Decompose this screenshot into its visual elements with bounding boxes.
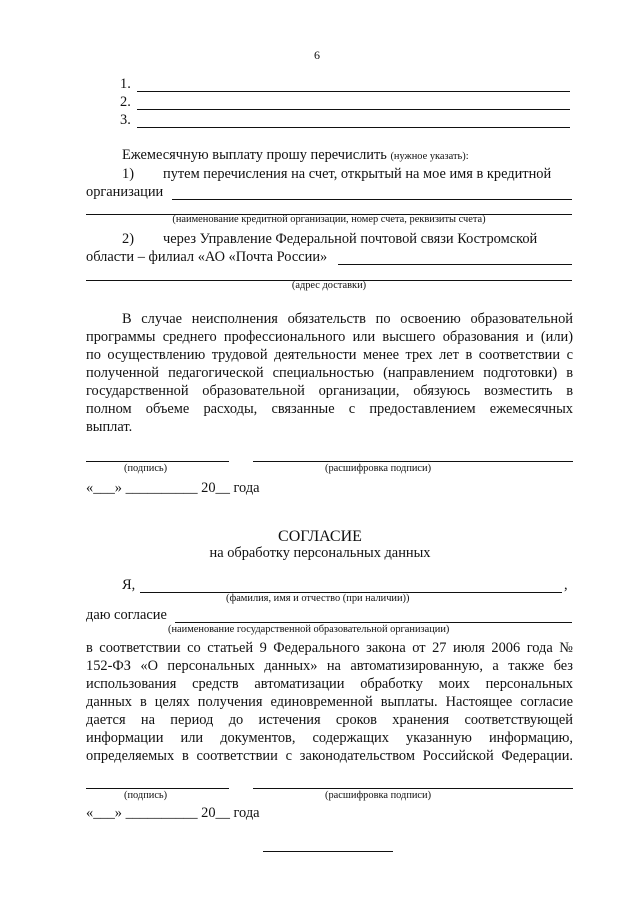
consent-title: СОГЛАСИЕ [278, 528, 362, 545]
consent-body-line-7: определяемых в соответствии с законодательством Российской Федерации. [86, 748, 573, 764]
signature-1-decode-line[interactable] [253, 461, 573, 462]
list-item-1-number: 1. [120, 76, 131, 92]
list-item-1-line[interactable] [137, 91, 570, 92]
option-1-continuation: организации [86, 184, 164, 200]
organization-line[interactable] [175, 622, 572, 623]
obligation-line-4: полученной педагогической специальностью (направлением подготовки) в [86, 365, 573, 381]
option-2-number: 2) [122, 231, 134, 247]
consent-body-line-4: данных в целях получения единовременной выплаты. Настоящее согласие [86, 694, 573, 710]
signature-1-decode-caption: (расшифровка подписи) [325, 463, 432, 474]
consent-i-label: Я, [122, 577, 136, 593]
signature-1-date: «___» __________ 20__ года [86, 480, 260, 496]
signature-2-date: «___» __________ 20__ года [86, 805, 260, 821]
signature-1-line[interactable] [86, 461, 229, 462]
obligation-line-7: выплат. [86, 419, 133, 435]
organization-caption: (наименование государственной образовательной организации) [168, 624, 450, 635]
list-item-2-line[interactable] [137, 109, 570, 110]
bank-name-line[interactable] [172, 199, 572, 200]
obligation-line-6: полном объеме расходы, связанные с предоставлением ежемесячных [86, 401, 573, 417]
closing-divider [263, 851, 393, 852]
consent-body-line-5: дается на период до истечения сроков хранения соответствующей [86, 712, 573, 728]
list-item-3-number: 3. [120, 112, 131, 128]
option-2-continuation: области – филиал «АО «Почта России» [86, 249, 328, 265]
list-item-2-number: 2. [120, 94, 131, 110]
signature-2-line[interactable] [86, 788, 229, 789]
consent-agree-label: даю согласие [86, 607, 167, 623]
option-2-text: через Управление Федеральной почтовой связи Костромской [163, 231, 538, 247]
delivery-address-caption: (адрес доставки) [291, 280, 367, 291]
signature-1-caption: (подпись) [124, 463, 168, 474]
consent-body-line-1: в соответствии со статьей 9 Федерального закона от 27 июля 2006 года № [86, 640, 573, 656]
consent-body-line-6: информации или документов, содержащих указанную информацию, [86, 730, 573, 746]
bank-details-caption: (наименование кредитной организации, номер счета, реквизиты счета) [172, 214, 486, 225]
option-1-number: 1) [122, 166, 134, 182]
post-address-line[interactable] [338, 264, 572, 265]
obligation-line-5: государственной образовательной организации, обязуюсь возместить в [86, 383, 573, 399]
obligation-line-3: по осуществлению трудовой деятельности менее трех лет в соответствии с [86, 347, 573, 363]
payment-intro: Ежемесячную выплату прошу перечислить (нужное указать): [122, 147, 469, 163]
consent-body-line-2: 152-ФЗ «О персональных данных» на автоматизированную, а также без [86, 658, 573, 674]
consent-body-line-3: использования средств автоматизации обработку моих персональных [86, 676, 573, 692]
full-name-caption: (фамилия, имя и отчество (при наличии)) [226, 593, 410, 604]
consent-subtitle: на обработку персональных данных [209, 545, 431, 561]
list-item-3-line[interactable] [137, 127, 570, 128]
signature-2-caption: (подпись) [124, 790, 168, 801]
signature-2-decode-line[interactable] [253, 788, 573, 789]
obligation-line-2: программы среднего профессионального или высшего образования и (или) [86, 329, 573, 345]
option-1-text: путем перечисления на счет, открытый на мое имя в кредитной [163, 166, 552, 182]
page-number: 6 [314, 48, 320, 62]
consent-i-comma: , [564, 577, 568, 593]
signature-2-decode-caption: (расшифровка подписи) [325, 790, 432, 801]
obligation-line-1: В случае неисполнения обязательств по освоению образовательной [122, 311, 573, 327]
